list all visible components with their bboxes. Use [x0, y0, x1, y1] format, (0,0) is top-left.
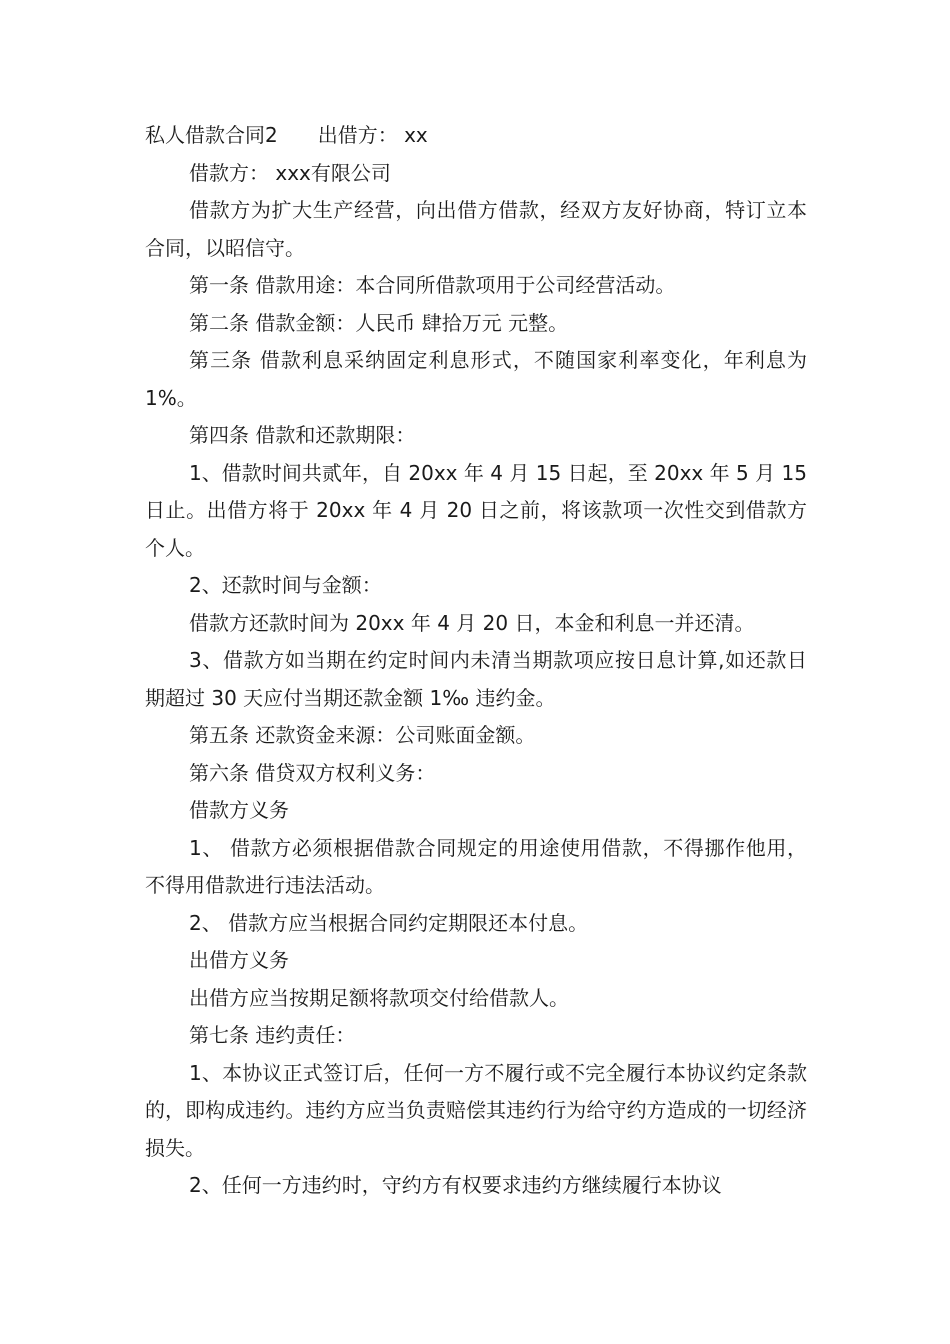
article-7: 第七条 违约责任：: [189, 1023, 356, 1047]
article-5: 第五条 还款资金来源：公司账面金额。: [189, 723, 536, 747]
lender-obligation-1: 出借方应当按期足额将款项交付给借款人。: [189, 985, 569, 1010]
article-4-clause-1: 1、借款时间共贰年，自 20xx 年 4 月 15 日起，至 20xx 年 5 月 15 日止。出借方将于 20xx 年 4 月 20 日之前，将该款项一次性交到借款方个人。: [145, 460, 807, 560]
article-1: 第一条 借款用途：本合同所借款项用于公司经营活动。: [189, 273, 676, 297]
article-7-clause-2: 2、任何一方违约时，守约方有权要求违约方继续履行本协议: [189, 1173, 722, 1197]
title-line: [145, 117, 807, 155]
contract-body: [145, 117, 807, 1205]
article-6: 第六条 借贷双方权利义务：: [189, 760, 436, 785]
borrower-line: 借款方： xxx有限公司: [189, 160, 391, 185]
article-3: 第三条 借款利息采纳固定利息形式，不随国家利率变化，年利息为 1%。: [145, 348, 807, 410]
borrower-obligation-2: 2、 借款方应当根据合同约定期限还本付息。: [189, 910, 589, 935]
article-7-clause-1: 1、本协议正式签订后，任何一方不履行或不完全履行本协议约定条款的，即构成违约。违约方应当负责赔偿其违约行为给守约方造成的一切经济损失。: [145, 1060, 807, 1160]
lender-obligations-heading: 出借方义务: [189, 948, 289, 972]
article-4-clause-2: 2、还款时间与金额：: [189, 573, 382, 597]
borrower-obligations-heading: 借款方义务: [189, 798, 289, 822]
article-4-clause-2-detail: 借款方还款时间为 20xx 年 4 月 20 日，本金和利息一并还清。: [189, 610, 755, 635]
borrower-obligation-1: 1、 借款方必须根据借款合同规定的用途使用借款，不得挪作他用，不得用借款进行违法活动。: [145, 835, 807, 897]
lender-line: 出借方： xx: [317, 123, 428, 147]
article-4-clause-3: 3、借款方如当期在约定时间内未清当期款项应按日息计算,如还款日期超过 30 天应付当期还款金额 1‰ 违约金。: [145, 648, 807, 710]
preamble: 借款方为扩大生产经营，向出借方借款，经双方友好协商，特订立本合同，以昭信守。: [145, 198, 807, 260]
contract-title: 私人借款合同2: [145, 123, 278, 147]
article-4: 第四条 借款和还款期限：: [189, 423, 416, 447]
article-2: 第二条 借款金额：人民币 肆拾万元 元整。: [189, 310, 569, 335]
